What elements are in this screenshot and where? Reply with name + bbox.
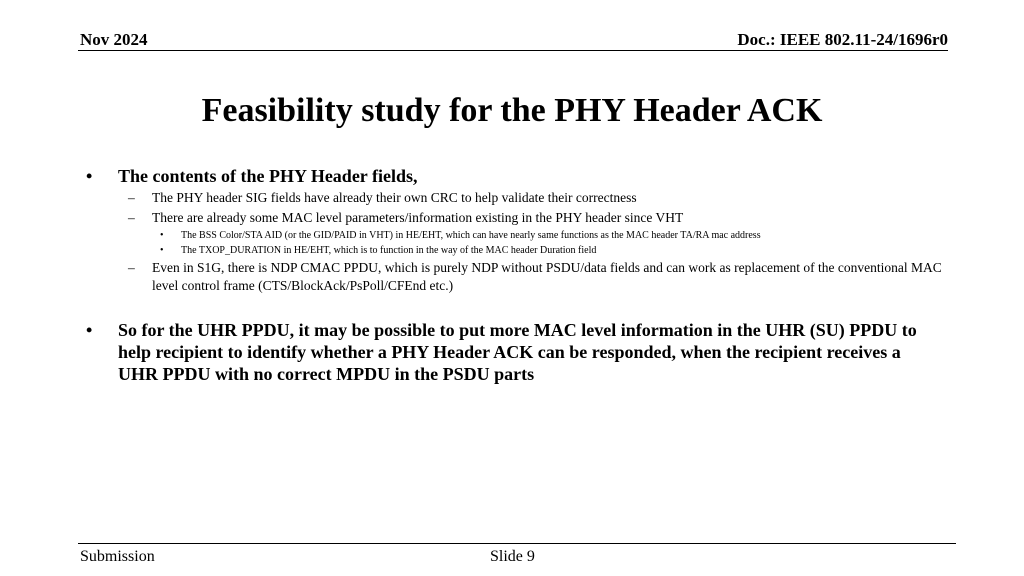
footer-divider [78, 543, 956, 544]
sub-bullet-text: Even in S1G, there is NDP CMAC PPDU, which is purely NDP without PSDU/data fields and can work as replacement of the conventional MAC level control frame (CTS/BlockAck/PsPoll/CFEnd etc.) [152, 260, 942, 293]
spacer [0, 295, 1024, 319]
header-date: Nov 2024 [80, 30, 148, 49]
dash-marker: – [128, 190, 135, 205]
slide-title: Feasibility study for the PHY Header ACK [201, 92, 823, 129]
footer-slide-number: Slide 9 [490, 548, 535, 565]
header-doc-id: Doc.: IEEE 802.11-24/1696r0 [737, 30, 948, 49]
dash-marker: – [128, 210, 135, 225]
sub-bullet-text: There are already some MAC level parameters/information existing in the PHY header since VHT [152, 210, 684, 225]
bullet-item-1 [0, 165, 1024, 187]
sub-sub-bullet-text: The BSS Color/STA AID (or the GID/PAID in VHT) in HE/EHT, which can have nearly same functions as the MAC header TA/RA mac address [181, 230, 761, 241]
bullet-text: So for the UHR PPDU, it may be possible to put more MAC level information in the UHR (SU) PPDU to help recipient to identify whether a PHY Header ACK can be responded, when the recipient receives a UHR PPDU with no correct MPDU in the PSDU parts [118, 320, 917, 384]
sub-bullet-item-2 [0, 209, 1024, 227]
sub-bullet-text: The PHY header SIG fields have already their own CRC to help validate their correctness [152, 190, 637, 205]
bullet-item-2 [0, 319, 1024, 385]
sub-sub-bullet-text: The TXOP_DURATION in HE/EHT, which is to function in the way of the MAC header Duration field [181, 245, 597, 256]
bullet-text: The contents of the PHY Header fields, [118, 166, 418, 186]
bullet-marker: • [160, 230, 164, 241]
dash-marker: – [128, 260, 135, 275]
bullet-marker: • [86, 166, 93, 186]
footer-submission: Submission [80, 548, 155, 565]
header-divider [78, 50, 948, 51]
bullet-marker: • [86, 320, 93, 340]
sub-bullet-item-3 [0, 259, 1024, 295]
sub-bullet-item-1 [0, 189, 1024, 207]
sub-sub-bullet-item-2 [0, 244, 1024, 257]
bullet-marker: • [160, 245, 164, 256]
slide-body [0, 165, 1024, 385]
sub-sub-bullet-item-1 [0, 229, 1024, 242]
